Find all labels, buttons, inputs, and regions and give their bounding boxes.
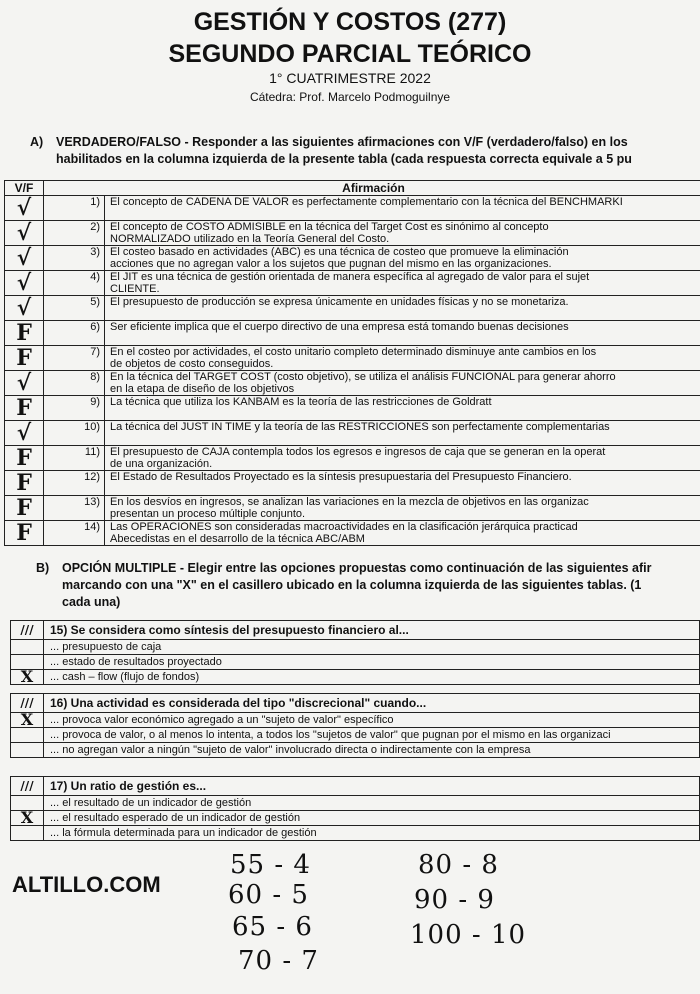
statement-row xyxy=(5,421,700,446)
statement-line: CLIENTE. xyxy=(110,283,160,295)
option-text: ... cash – flow (flujo de fondos) xyxy=(44,670,700,685)
handwritten-score: 100 - 10 xyxy=(410,920,527,950)
handwritten-score: 60 - 5 xyxy=(228,880,309,910)
statement-line: presentan un proceso múltiple conjunto. xyxy=(110,508,306,520)
answer-column-header: V/F xyxy=(5,181,44,196)
answer-mark: √ xyxy=(5,196,44,221)
answer-mark: F xyxy=(5,396,44,421)
altillo-watermark: ALTILLO.COM xyxy=(12,872,161,897)
statement-line: de objetos de costo conseguidos. xyxy=(110,358,274,370)
statement-number: 1) xyxy=(44,196,105,221)
section-b-instructions xyxy=(36,560,700,611)
question-mark: /// xyxy=(11,621,44,640)
answer-mark: F xyxy=(5,346,44,371)
statement-line: La técnica que utiliza los KANBAM es la teoría de las restricciones de Goldratt xyxy=(110,396,492,408)
statement-line: NORMALIZADO utilizado en la Teoría General del Costo. xyxy=(110,233,390,245)
true-false-rows xyxy=(5,196,700,546)
statement-text xyxy=(105,196,700,221)
section-b-instructions-line-2: marcando con una "X" en el casillero ubicado en la columna izquierda de las siguientes tablas. (1 xyxy=(62,578,642,592)
statement-row xyxy=(5,196,700,221)
statement-number: 13) xyxy=(44,496,105,521)
option-row xyxy=(11,826,700,841)
question-text: 16) Una actividad es considerada del tipo "discrecional" cuando... xyxy=(44,694,700,713)
option-checkbox[interactable] xyxy=(11,826,44,841)
statement-text xyxy=(105,471,700,496)
handwritten-score: 80 - 8 xyxy=(418,850,499,880)
statement-text xyxy=(105,446,700,471)
statement-line: El costeo basado en actividades (ABC) es una técnica de costeo que promueve la eliminación xyxy=(110,246,569,258)
option-text: ... el resultado de un indicador de gestión xyxy=(44,796,700,811)
statement-line: En la técnica del TARGET COST (costo objetivo), se utiliza el análisis FUNCIONAL para generar ahorro xyxy=(110,371,616,383)
option-text: ... provoca de valor, o al menos lo intenta, a todos los "sujetos de valor" que pugnan por el mismo en las organizaci xyxy=(44,728,700,743)
section-a-instructions-line-1: VERDADERO/FALSO - Responder a las siguientes afirmaciones con V/F (verdadero/falso) en los xyxy=(56,135,628,149)
statement-text xyxy=(105,346,700,371)
exam-chair: Cátedra: Prof. Marcelo Podmoguilnye xyxy=(249,90,451,104)
statement-text xyxy=(105,421,700,446)
option-checkbox[interactable]: X xyxy=(11,670,44,685)
option-row xyxy=(11,811,700,826)
question-row xyxy=(11,777,700,796)
exam-title: GESTIÓN Y COSTOS (277) xyxy=(193,8,507,36)
section-b-instructions-line-1: OPCIÓN MULTIPLE - Elegir entre las opciones propuestas como continuación de las siguientes afir xyxy=(62,561,652,575)
statement-row xyxy=(5,396,700,421)
answer-mark: F xyxy=(5,521,44,546)
answer-mark: √ xyxy=(5,371,44,396)
statement-row xyxy=(5,271,700,296)
statement-row xyxy=(5,221,700,246)
option-text: ... el resultado esperado de un indicador de gestión xyxy=(44,811,700,826)
statement-number: 2) xyxy=(44,221,105,246)
statement-text xyxy=(105,246,700,271)
option-checkbox[interactable] xyxy=(11,640,44,655)
statement-line: La técnica del JUST IN TIME y la teoría de las RESTRICCIONES son perfectamente complementarias xyxy=(110,421,610,433)
option-row xyxy=(11,655,700,670)
answer-mark: √ xyxy=(5,246,44,271)
true-false-table xyxy=(4,180,700,546)
statement-line: Ser eficiente implica que el cuerpo directivo de una empresa está tomando buenas decisiones xyxy=(110,321,569,333)
answer-mark: √ xyxy=(5,271,44,296)
handwritten-score: 65 - 6 xyxy=(232,912,313,942)
option-text: ... presupuesto de caja xyxy=(44,640,700,655)
statement-row xyxy=(5,371,700,396)
statement-text xyxy=(105,521,700,546)
statement-row xyxy=(5,346,700,371)
statement-text xyxy=(105,396,700,421)
question-mark: /// xyxy=(11,694,44,713)
answer-mark: F xyxy=(5,496,44,521)
answer-mark: F xyxy=(5,321,44,346)
statement-text xyxy=(105,321,700,346)
statement-text xyxy=(105,371,700,396)
statement-line: acciones que no agregan valor a los sujetos que pugnan del mismo en las organizaciones. xyxy=(110,258,552,270)
statement-text xyxy=(105,496,700,521)
statement-text xyxy=(105,296,700,321)
statement-row xyxy=(5,446,700,471)
option-checkbox[interactable] xyxy=(11,728,44,743)
option-checkbox[interactable]: X xyxy=(11,713,44,728)
statement-number: 4) xyxy=(44,271,105,296)
statement-number: 6) xyxy=(44,321,105,346)
statement-line: El JIT es una técnica de gestión orientada de manera específica al agregado de valor para el sujet xyxy=(110,271,590,283)
statement-line: Las OPERACIONES son consideradas macroactividades en la clasificación jerárquica practicad xyxy=(110,521,578,533)
handwritten-score: 55 - 4 xyxy=(230,850,311,880)
section-a-label: A) xyxy=(30,135,44,149)
statement-line: En el costeo por actividades, el costo unitario completo determinado disminuye ante cambios en los xyxy=(110,346,597,358)
answer-mark: √ xyxy=(5,221,44,246)
statement-line: Abecedistas en el desarrollo de la técnica ABC/ABM xyxy=(110,533,365,545)
question-16-table xyxy=(10,693,700,758)
option-row xyxy=(11,713,700,728)
option-checkbox[interactable] xyxy=(11,743,44,758)
section-b-label: B) xyxy=(36,561,50,575)
option-text: ... no agregan valor a ningún "sujeto de valor" involucrado directa o indirectamente con la empresa xyxy=(44,743,700,758)
statement-line: El Estado de Resultados Proyectado es la síntesis presupuestaria del Presupuesto Financiero. xyxy=(110,471,572,483)
statement-number: 3) xyxy=(44,246,105,271)
statement-line: El concepto de CADENA DE VALOR es perfectamente complementario con la técnica del BENCHMARKI xyxy=(110,196,623,208)
statement-number: 5) xyxy=(44,296,105,321)
option-text: ... la fórmula determinada para un indicador de gestión xyxy=(44,826,700,841)
question-15-table xyxy=(10,620,700,685)
exam-subtitle: SEGUNDO PARCIAL TEÓRICO xyxy=(168,40,532,68)
statement-line: El presupuesto de producción se expresa únicamente en unidades físicas y no se monetariza. xyxy=(110,296,569,308)
section-a-instructions xyxy=(30,134,700,168)
exam-term: 1° CUATRIMESTRE 2022 xyxy=(269,70,431,86)
statement-column-header: Afirmación xyxy=(44,181,700,196)
question-mark: /// xyxy=(11,777,44,796)
option-row xyxy=(11,796,700,811)
answer-mark: F xyxy=(5,446,44,471)
statement-line: El presupuesto de CAJA contempla todos los egresos e ingresos de caja que se generan en la operat xyxy=(110,446,606,458)
question-row xyxy=(11,621,700,640)
statement-text xyxy=(105,221,700,246)
option-row xyxy=(11,743,700,758)
option-text: ... estado de resultados proyectado xyxy=(44,655,700,670)
handwritten-score: 70 - 7 xyxy=(238,946,319,976)
statement-row xyxy=(5,246,700,271)
statement-line: de una organización. xyxy=(110,458,213,470)
option-row xyxy=(11,670,700,685)
statement-row xyxy=(5,321,700,346)
option-checkbox[interactable] xyxy=(11,796,44,811)
question-row xyxy=(11,694,700,713)
statement-line: En los desvíos en ingresos, se analizan las variaciones en la mezcla de objetivos en las organizac xyxy=(110,496,589,508)
section-b-instructions-line-3: cada una) xyxy=(62,595,121,609)
statement-number: 7) xyxy=(44,346,105,371)
question-text: 17) Un ratio de gestión es... xyxy=(44,777,700,796)
statement-number: 9) xyxy=(44,396,105,421)
option-checkbox[interactable] xyxy=(11,655,44,670)
statement-number: 14) xyxy=(44,521,105,546)
statement-number: 10) xyxy=(44,421,105,446)
statement-number: 11) xyxy=(44,446,105,471)
statement-row xyxy=(5,521,700,546)
handwritten-score: 90 - 9 xyxy=(414,885,495,915)
option-checkbox[interactable]: X xyxy=(11,811,44,826)
answer-mark: F xyxy=(5,471,44,496)
statement-line: en la etapa de diseño de los objetivos xyxy=(110,383,295,395)
section-a-instructions-line-2: habilitados en la columna izquierda de la presente tabla (cada respuesta correcta equivale a 5 pu xyxy=(56,152,632,166)
statement-row xyxy=(5,496,700,521)
statement-line: El concepto de COSTO ADMISIBLE en la técnica del Target Cost es sinónimo al concepto xyxy=(110,221,549,233)
statement-row xyxy=(5,471,700,496)
statement-number: 12) xyxy=(44,471,105,496)
option-row xyxy=(11,640,700,655)
question-17-table xyxy=(10,776,700,841)
option-row xyxy=(11,728,700,743)
statement-text xyxy=(105,271,700,296)
statement-row xyxy=(5,296,700,321)
option-text: ... provoca valor económico agregado a un "sujeto de valor" específico xyxy=(44,713,700,728)
answer-mark: √ xyxy=(5,296,44,321)
question-text: 15) Se considera como síntesis del presupuesto financiero al... xyxy=(44,621,700,640)
statement-number: 8) xyxy=(44,371,105,396)
answer-mark: √ xyxy=(5,421,44,446)
